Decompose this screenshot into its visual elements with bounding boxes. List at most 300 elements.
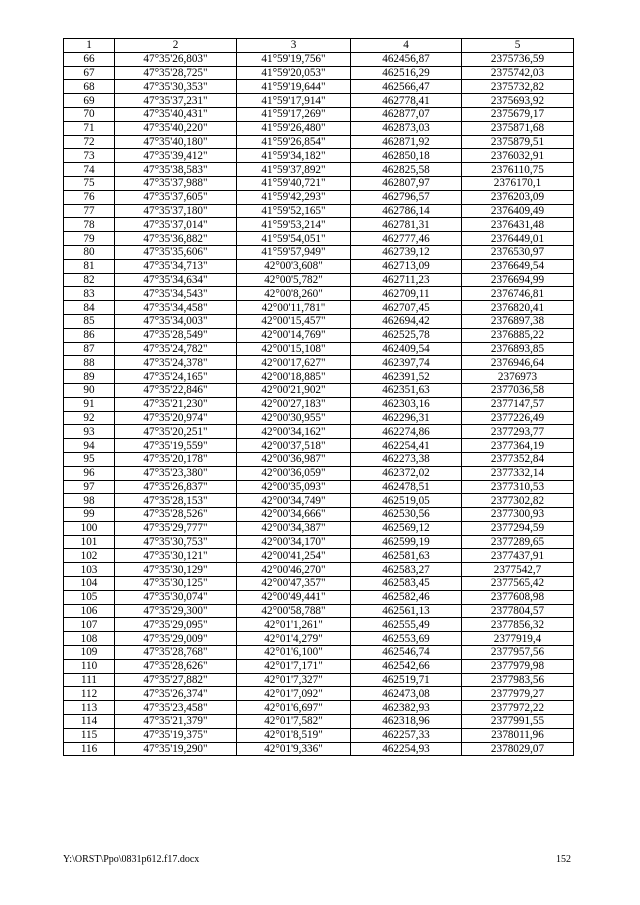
table-cell: 462583,27 [351,563,462,577]
table-cell: 91 [64,397,115,411]
table-cell: 42°01'6,100" [237,646,351,660]
table-cell: 47°35'24,782" [115,342,237,356]
table-cell: 47°35'21,230" [115,397,237,411]
table-cell: 47°35'29,300" [115,604,237,618]
table-cell: 462372,02 [351,466,462,480]
table-cell: 42°00'41,254" [237,549,351,563]
table-cell: 47°35'24,165" [115,370,237,384]
table-cell: 104 [64,577,115,591]
table-cell: 2375871,68 [462,121,574,135]
table-cell: 462871,92 [351,135,462,149]
table-cell: 462456,87 [351,52,462,66]
table-row [64,94,574,108]
table-cell: 462739,12 [351,245,462,259]
table-cell: 41°59'52,165" [237,204,351,218]
table-cell: 42°01'7,327" [237,673,351,687]
table-cell: 42°00'58,788" [237,604,351,618]
table-cell: 2376946,64 [462,356,574,370]
table-cell: 108 [64,632,115,646]
table-cell: 462786,14 [351,204,462,218]
table-cell: 114 [64,715,115,729]
table-row [64,163,574,177]
table-cell: 462877,07 [351,107,462,121]
table-cell: 462530,56 [351,508,462,522]
table-row [64,245,574,259]
table-cell: 462257,33 [351,728,462,742]
table-cell: 47°35'37,605" [115,190,237,204]
table-header-row [64,39,574,53]
table-cell: 2376170,1 [462,176,574,190]
table-cell: 2376203,09 [462,190,574,204]
table-row [64,673,574,687]
table-cell: 73 [64,149,115,163]
table-row [64,204,574,218]
table-cell: 462825,58 [351,163,462,177]
table-cell: 462707,45 [351,301,462,315]
table-cell: 47°35'20,251" [115,425,237,439]
table-row [64,135,574,149]
table-cell: 81 [64,259,115,273]
table-cell: 462391,52 [351,370,462,384]
table-cell: 47°35'35,606" [115,245,237,259]
table-cell: 47°35'23,458" [115,701,237,715]
table-row [64,176,574,190]
table-cell: 42°01'7,582" [237,715,351,729]
table-cell: 109 [64,646,115,660]
table-cell: 2377979,27 [462,687,574,701]
table-row [64,590,574,604]
table-cell: 47°35'28,626" [115,659,237,673]
table-cell: 42°01'7,092" [237,687,351,701]
table-cell: 41°59'19,756" [237,52,351,66]
table-cell: 2378029,07 [462,742,574,756]
table-cell: 47°35'34,634" [115,273,237,287]
header-cell: 3 [237,39,351,53]
table-cell: 2376820,41 [462,301,574,315]
table-cell: 94 [64,439,115,453]
table-row [64,66,574,80]
table-cell: 42°00'34,749" [237,494,351,508]
table-cell: 462397,74 [351,356,462,370]
table-cell: 462566,47 [351,80,462,94]
table-cell: 76 [64,190,115,204]
table-cell: 115 [64,728,115,742]
table-cell: 47°35'37,231" [115,94,237,108]
table-cell: 2377919,4 [462,632,574,646]
table-cell: 72 [64,135,115,149]
table-cell: 47°35'21,379" [115,715,237,729]
table-row [64,508,574,522]
table-cell: 95 [64,452,115,466]
table-cell: 47°35'23,380" [115,466,237,480]
table-cell: 462778,41 [351,94,462,108]
table-cell: 42°01'6,697" [237,701,351,715]
table-row [64,52,574,66]
table-cell: 42°00'46,270" [237,563,351,577]
table-row [64,425,574,439]
table-row [64,563,574,577]
table-cell: 2377293,77 [462,425,574,439]
table-cell: 2377957,56 [462,646,574,660]
table-cell: 82 [64,273,115,287]
table-cell: 47°35'37,180" [115,204,237,218]
table-cell: 47°35'30,121" [115,549,237,563]
table-cell: 462553,69 [351,632,462,646]
table-cell: 47°35'36,882" [115,232,237,246]
table-cell: 47°35'30,129" [115,563,237,577]
table-cell: 47°35'28,768" [115,646,237,660]
table-row [64,232,574,246]
table-cell: 47°35'26,374" [115,687,237,701]
table-cell: 42°00'34,666" [237,508,351,522]
table-cell: 42°00'49,441" [237,590,351,604]
table-cell: 462583,45 [351,577,462,591]
table-row [64,480,574,494]
table-cell: 42°00'21,902" [237,383,351,397]
table-row [64,728,574,742]
table-cell: 41°59'19,644" [237,80,351,94]
table-row [64,521,574,535]
table-cell: 2377226,49 [462,411,574,425]
table-cell: 88 [64,356,115,370]
page-number: 152 [556,854,571,865]
table-cell: 70 [64,107,115,121]
table-cell: 47°35'20,178" [115,452,237,466]
table-cell: 42°00'35,093" [237,480,351,494]
table-row [64,383,574,397]
table-cell: 2377036,58 [462,383,574,397]
table-cell: 80 [64,245,115,259]
table-cell: 47°35'26,837" [115,480,237,494]
table-cell: 2377608,98 [462,590,574,604]
table-cell: 69 [64,94,115,108]
table-cell: 41°59'26,854" [237,135,351,149]
table-cell: 83 [64,287,115,301]
table-cell: 462516,29 [351,66,462,80]
table-cell: 47°35'30,753" [115,535,237,549]
table-cell: 105 [64,590,115,604]
table-cell: 2376032,91 [462,149,574,163]
table-row [64,549,574,563]
table-cell: 41°59'34,182" [237,149,351,163]
table-cell: 462709,11 [351,287,462,301]
table-cell: 113 [64,701,115,715]
table-cell: 107 [64,618,115,632]
table-cell: 42°00'27,183" [237,397,351,411]
table-cell: 100 [64,521,115,535]
table-cell: 2376649,54 [462,259,574,273]
table-cell: 462569,12 [351,521,462,535]
table-cell: 47°35'38,583" [115,163,237,177]
table-cell: 462873,03 [351,121,462,135]
table-cell: 2376530,97 [462,245,574,259]
table-cell: 2376893,85 [462,342,574,356]
table-cell: 77 [64,204,115,218]
table-row [64,301,574,315]
table-cell: 42°00'34,170" [237,535,351,549]
table-cell: 101 [64,535,115,549]
table-cell: 462546,74 [351,646,462,660]
table-row [64,535,574,549]
table-cell: 47°35'37,014" [115,218,237,232]
header-cell: 2 [115,39,237,53]
table-cell: 462351,63 [351,383,462,397]
table-cell: 42°00'18,885" [237,370,351,384]
table-cell: 462542,66 [351,659,462,673]
table-cell: 462525,78 [351,328,462,342]
table-cell: 99 [64,508,115,522]
table-cell: 98 [64,494,115,508]
table-cell: 47°35'34,543" [115,287,237,301]
table-cell: 2376449,01 [462,232,574,246]
table-cell: 462850,18 [351,149,462,163]
table-cell: 2377332,14 [462,466,574,480]
table-cell: 462382,93 [351,701,462,715]
table-cell: 2377565,42 [462,577,574,591]
table-cell: 42°01'4,279" [237,632,351,646]
table-cell: 47°35'30,125" [115,577,237,591]
table-cell: 2376746,81 [462,287,574,301]
table-cell: 2375736,59 [462,52,574,66]
table-cell: 2377300,93 [462,508,574,522]
table-cell: 2377437,91 [462,549,574,563]
table-cell: 87 [64,342,115,356]
table-row [64,577,574,591]
table-row [64,466,574,480]
table-cell: 41°59'42,293" [237,190,351,204]
table-row [64,80,574,94]
table-cell: 42°00'36,987" [237,452,351,466]
table-cell: 2377294,59 [462,521,574,535]
table-cell: 47°35'40,220" [115,121,237,135]
table-cell: 47°35'20,974" [115,411,237,425]
table-cell: 2377856,32 [462,618,574,632]
table-cell: 2377979,98 [462,659,574,673]
table-cell: 41°59'17,269" [237,107,351,121]
table-cell: 47°35'28,153" [115,494,237,508]
table-cell: 2375879,51 [462,135,574,149]
table-cell: 47°35'34,713" [115,259,237,273]
header-cell: 4 [351,39,462,53]
footer-file-path: Y:\ORST\Ppo\0831p612.f17.docx [63,854,200,865]
table-cell: 462274,86 [351,425,462,439]
table-row [64,701,574,715]
table-cell: 42°00'34,162" [237,425,351,439]
table-cell: 2376110,75 [462,163,574,177]
table-cell: 2375679,17 [462,107,574,121]
table-cell: 47°35'37,988" [115,176,237,190]
table-cell: 86 [64,328,115,342]
table-row [64,632,574,646]
table-cell: 90 [64,383,115,397]
table-cell: 2375693,92 [462,94,574,108]
table-cell: 41°59'20,053" [237,66,351,80]
coordinates-table [63,38,574,756]
table-cell: 2375742,03 [462,66,574,80]
table-cell: 462694,42 [351,314,462,328]
table-cell: 42°00'30,955" [237,411,351,425]
table-row [64,646,574,660]
table-cell: 93 [64,425,115,439]
table-cell: 41°59'53,214" [237,218,351,232]
table-cell: 42°00'5,782" [237,273,351,287]
table-cell: 47°35'27,882" [115,673,237,687]
table-row [64,149,574,163]
table-cell: 42°00'8,260" [237,287,351,301]
table-cell: 462254,41 [351,439,462,453]
table-cell: 42°00'17,627" [237,356,351,370]
table-cell: 102 [64,549,115,563]
table-cell: 42°01'9,336" [237,742,351,756]
table-cell: 42°00'14,769" [237,328,351,342]
table-cell: 47°35'19,290" [115,742,237,756]
table-cell: 47°35'22,846" [115,383,237,397]
table-cell: 2376694,99 [462,273,574,287]
table-cell: 42°00'3,608" [237,259,351,273]
table-row [64,370,574,384]
table-cell: 47°35'40,431" [115,107,237,121]
table-cell: 47°35'26,803" [115,52,237,66]
table-row [64,687,574,701]
table-cell: 462519,05 [351,494,462,508]
table-cell: 2376885,22 [462,328,574,342]
table-cell: 462713,09 [351,259,462,273]
table-row [64,715,574,729]
table-cell: 42°01'7,171" [237,659,351,673]
table-cell: 71 [64,121,115,135]
table-cell: 42°00'47,357" [237,577,351,591]
table-cell: 67 [64,66,115,80]
table-cell: 79 [64,232,115,246]
header-cell: 1 [64,39,115,53]
table-cell: 2377364,19 [462,439,574,453]
table-cell: 462555,49 [351,618,462,632]
table-cell: 47°35'29,095" [115,618,237,632]
table-row [64,604,574,618]
table-cell: 110 [64,659,115,673]
table-row [64,659,574,673]
table-cell: 47°35'34,003" [115,314,237,328]
table-cell: 462582,46 [351,590,462,604]
table-cell: 462807,97 [351,176,462,190]
table-row [64,273,574,287]
table-row [64,452,574,466]
table-cell: 462519,71 [351,673,462,687]
table-cell: 462599,19 [351,535,462,549]
table-cell: 42°01'1,261" [237,618,351,632]
table-cell: 84 [64,301,115,315]
table-row [64,439,574,453]
table-cell: 462777,46 [351,232,462,246]
table-cell: 47°35'19,559" [115,439,237,453]
table-cell: 42°00'34,387" [237,521,351,535]
table-row [64,356,574,370]
table-cell: 42°00'11,781" [237,301,351,315]
table-cell: 462296,31 [351,411,462,425]
table-cell: 2377310,53 [462,480,574,494]
table-cell: 41°59'17,914" [237,94,351,108]
table-cell: 106 [64,604,115,618]
table-cell: 2377542,7 [462,563,574,577]
table-row [64,121,574,135]
table-cell: 47°35'19,375" [115,728,237,742]
table-cell: 2376409,49 [462,204,574,218]
table-row [64,742,574,756]
table-cell: 42°00'37,518" [237,439,351,453]
table-row [64,618,574,632]
table-row [64,190,574,204]
table-cell: 462711,23 [351,273,462,287]
table-cell: 2377352,84 [462,452,574,466]
table-cell: 68 [64,80,115,94]
table-row [64,314,574,328]
table-cell: 462318,96 [351,715,462,729]
table-cell: 462796,57 [351,190,462,204]
table-cell: 96 [64,466,115,480]
table-cell: 85 [64,314,115,328]
table-cell: 47°35'34,458" [115,301,237,315]
table-cell: 41°59'40,721" [237,176,351,190]
table-cell: 2376897,38 [462,314,574,328]
table-cell: 2377972,22 [462,701,574,715]
table-row [64,411,574,425]
table-body [64,52,574,756]
table-cell: 41°59'26,480" [237,121,351,135]
table-row [64,107,574,121]
table-row [64,494,574,508]
table-cell: 2376431,48 [462,218,574,232]
table-cell: 97 [64,480,115,494]
table-cell: 47°35'28,725" [115,66,237,80]
table-cell: 66 [64,52,115,66]
table-cell: 462303,16 [351,397,462,411]
table-cell: 2376973 [462,370,574,384]
table-cell: 92 [64,411,115,425]
table-cell: 2378011,96 [462,728,574,742]
table-cell: 2375732,82 [462,80,574,94]
table-cell: 41°59'57,949" [237,245,351,259]
table-cell: 2377804,57 [462,604,574,618]
table-cell: 47°35'29,009" [115,632,237,646]
table-cell: 462254,93 [351,742,462,756]
table-cell: 462581,63 [351,549,462,563]
table-cell: 42°01'8,519" [237,728,351,742]
table-cell: 462409,54 [351,342,462,356]
table-cell: 47°35'39,412" [115,149,237,163]
table-row [64,218,574,232]
table-cell: 74 [64,163,115,177]
table-cell: 47°35'30,353" [115,80,237,94]
table-cell: 2377289,65 [462,535,574,549]
table-cell: 112 [64,687,115,701]
table-row [64,287,574,301]
table-cell: 2377983,56 [462,673,574,687]
table-cell: 47°35'24,378" [115,356,237,370]
header-cell: 5 [462,39,574,53]
table-cell: 2377302,82 [462,494,574,508]
table-cell: 47°35'29,777" [115,521,237,535]
table-cell: 2377991,55 [462,715,574,729]
table-cell: 103 [64,563,115,577]
table-cell: 462273,38 [351,452,462,466]
table-cell: 41°59'37,892" [237,163,351,177]
table-cell: 462473,08 [351,687,462,701]
table-cell: 47°35'30,074" [115,590,237,604]
table-cell: 42°00'15,108" [237,342,351,356]
table-cell: 47°35'40,180" [115,135,237,149]
table-cell: 47°35'28,526" [115,508,237,522]
table-cell: 41°59'54,051" [237,232,351,246]
